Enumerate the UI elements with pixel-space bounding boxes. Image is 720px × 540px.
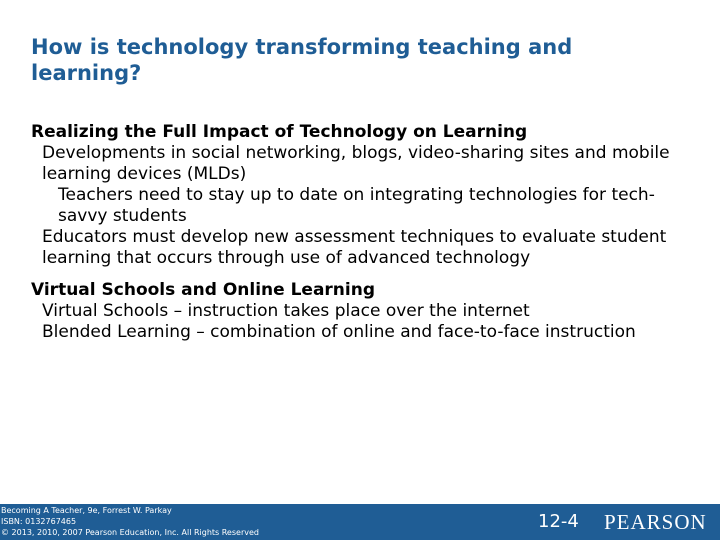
credit-copyright: © 2013, 2010, 2007 Pearson Education, Inc. All Rights Reserved: [1, 528, 259, 537]
subbullet-teachers: Teachers need to stay up to date on integrating technologies for tech-savvy students: [58, 185, 655, 226]
footer-bar: [0, 503, 720, 540]
bullet-educators: Educators must develop new assessment techniques to evaluate student learning that occurs through use of advanced technology: [42, 227, 667, 268]
section-heading: Virtual Schools and Online Learning: [31, 280, 376, 300]
credit-isbn: ISBN: 0132767465: [1, 517, 77, 526]
pearson-logo: PEARSON: [604, 510, 707, 534]
section-virtual-schools: [31, 279, 691, 343]
slide-title: How is technology transforming teaching and learning?: [31, 35, 573, 85]
page-number: 12-4: [538, 511, 579, 532]
section-technology-impact: [31, 121, 691, 269]
bullet-virtual-schools: Virtual Schools – instruction takes place over the internet: [42, 301, 530, 321]
slide-body: [31, 121, 691, 353]
footer-credits: [1, 505, 259, 538]
credit-book: Becoming A Teacher, 9e, Forrest W. Parkay: [1, 506, 172, 515]
bullet-developments: Developments in social networking, blogs, video-sharing sites and mobile learning devices (MLDs): [42, 143, 670, 184]
bullet-blended-learning: Blended Learning – combination of online and face-to-face instruction: [42, 322, 636, 342]
footer-divider: [0, 503, 720, 504]
section-heading: Realizing the Full Impact of Technology on Learning: [31, 122, 528, 142]
